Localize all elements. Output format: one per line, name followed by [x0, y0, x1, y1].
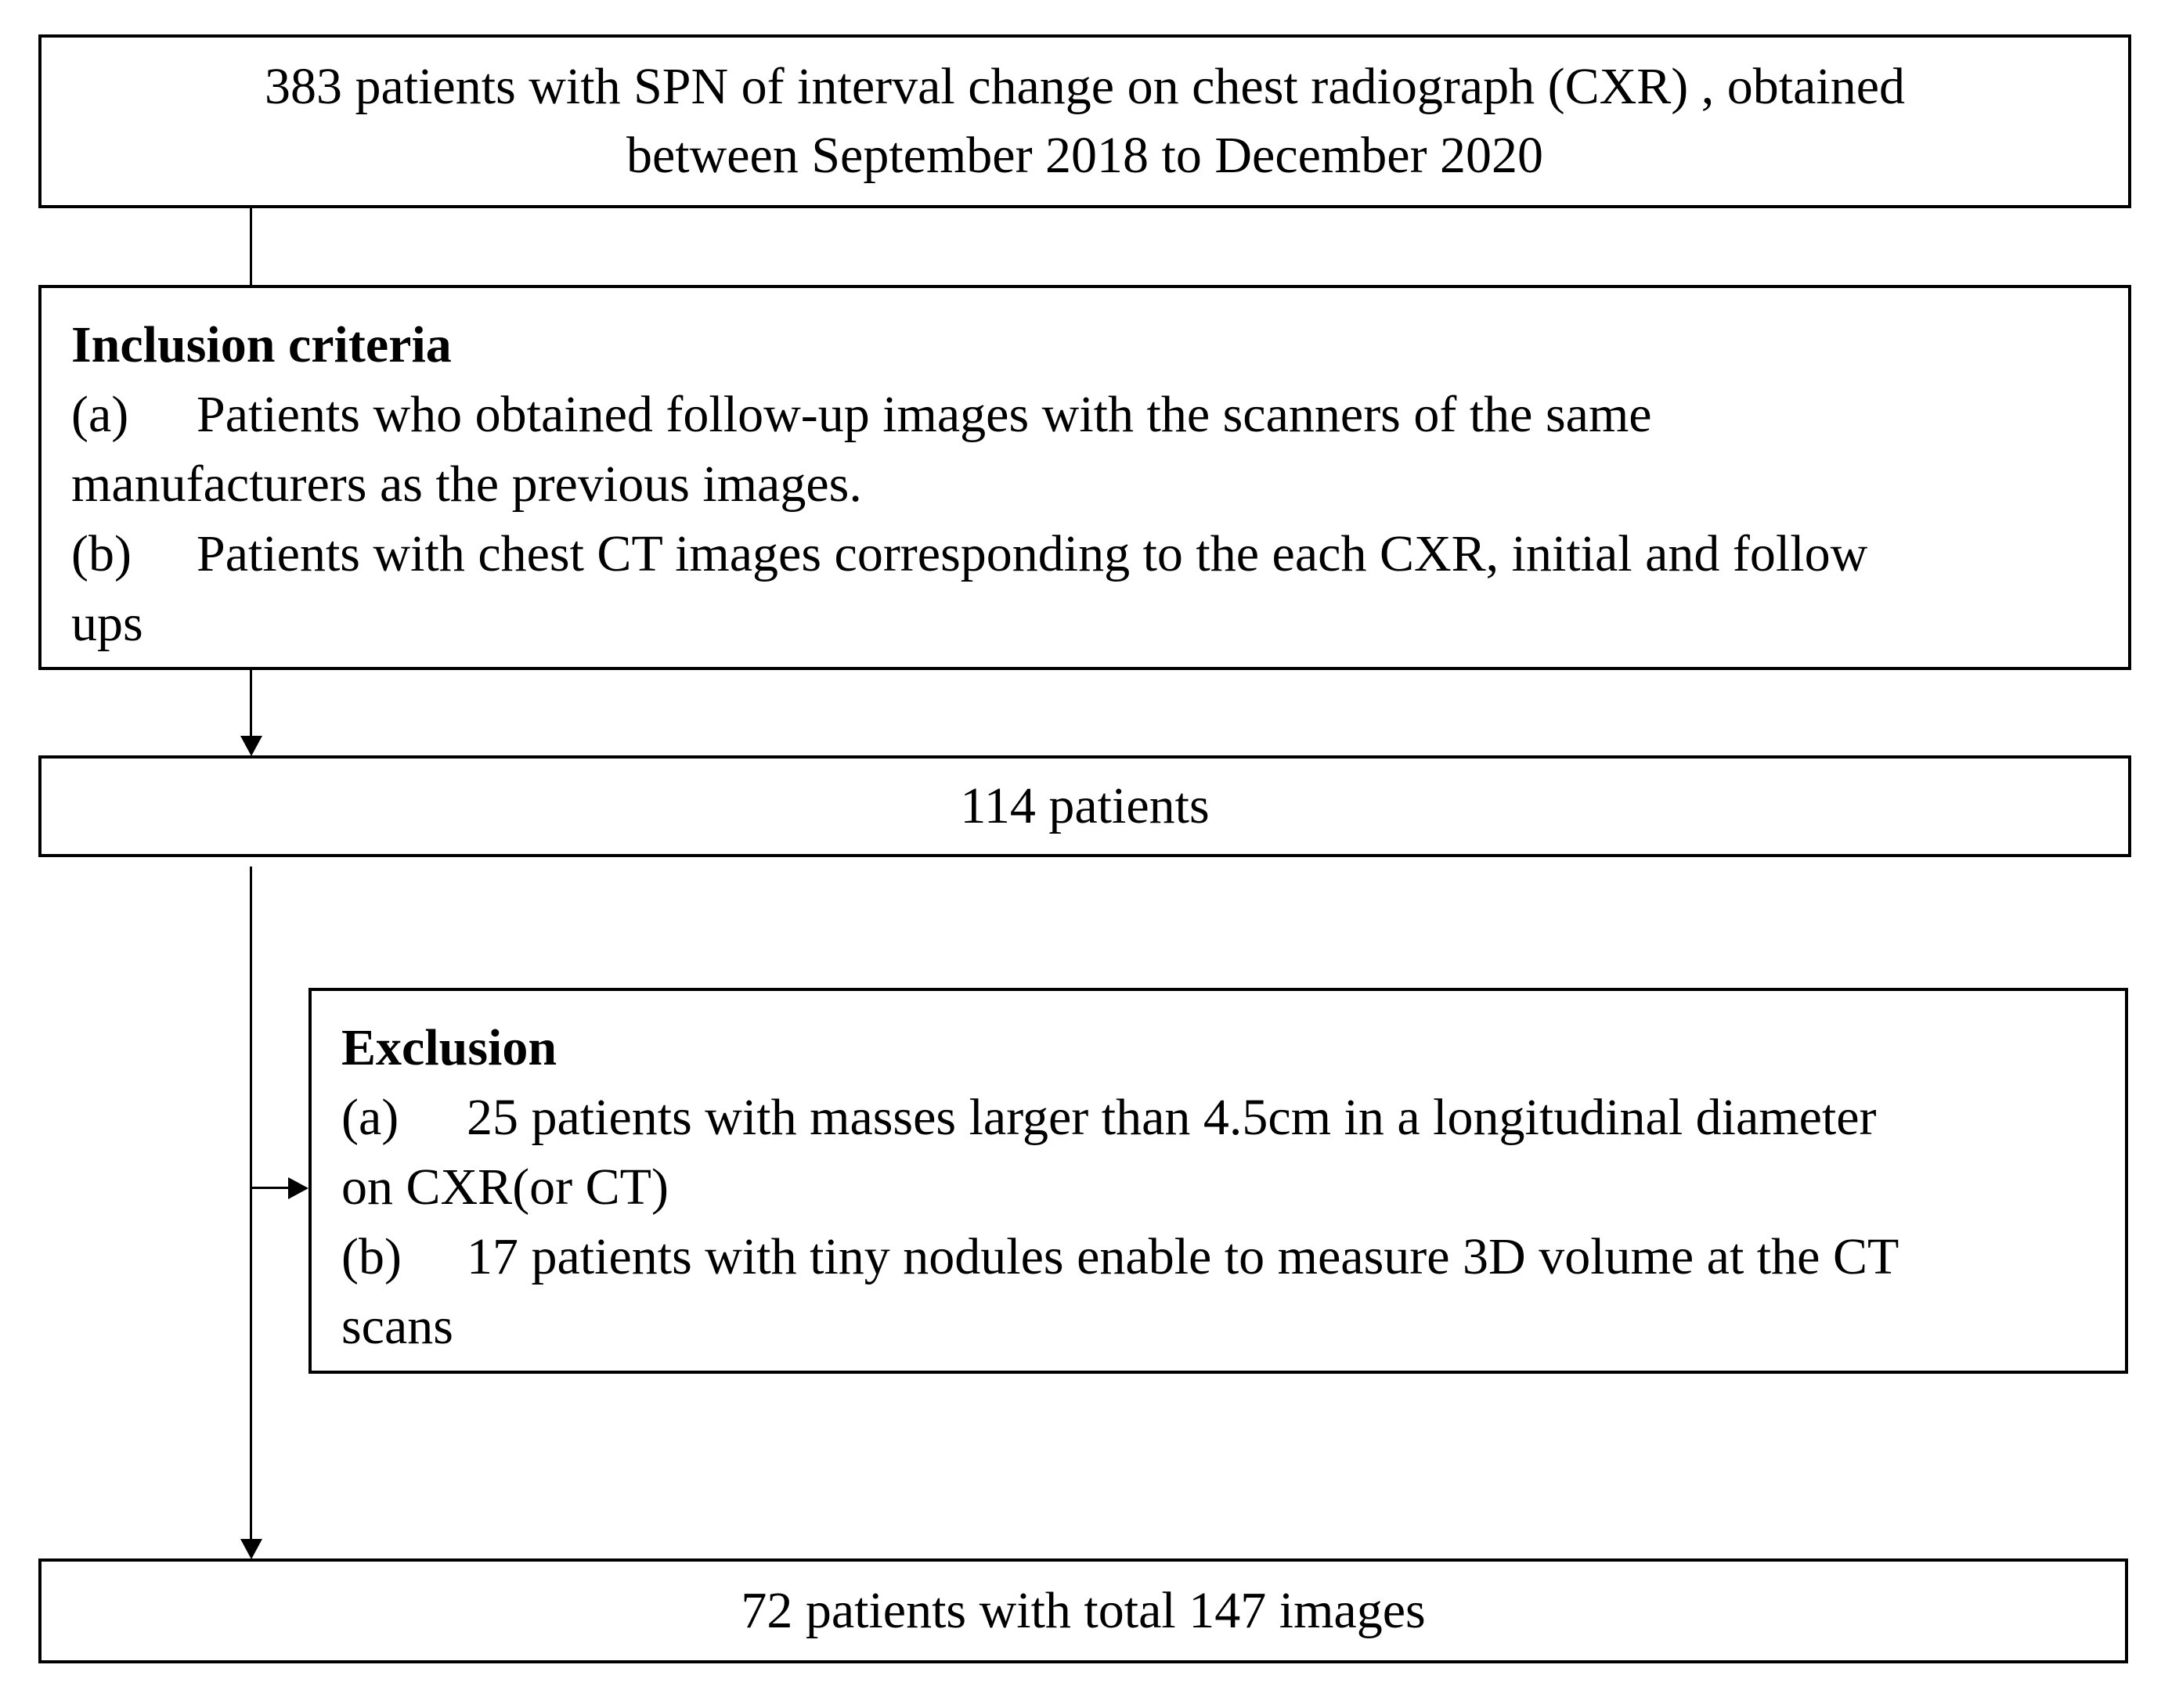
inclusion-criteria-box	[38, 285, 2131, 670]
eligible-cohort-box	[38, 755, 2131, 857]
inclusion-item-a-text: Patients who obtained follow-up images with the scanners of the same	[197, 386, 1652, 443]
connector-line-3	[250, 867, 252, 1541]
arrow-down-icon	[240, 1539, 262, 1559]
final-cohort-text: 72 patients with total 147 images	[741, 1582, 1426, 1639]
initial-cohort-box	[38, 34, 2131, 208]
exclusion-item-a-marker: (a)	[341, 1089, 399, 1146]
inclusion-item-b-cont: ups	[71, 595, 143, 652]
inclusion-item-a-marker: (a)	[71, 386, 129, 443]
inclusion-item-b	[71, 519, 2098, 589]
initial-cohort-line2: between September 2018 to December 2020	[626, 127, 1544, 184]
exclusion-title: Exclusion	[341, 1019, 557, 1076]
initial-cohort-line1: 383 patients with SPN of interval change on chest radiograph (CXR) , obtained	[264, 58, 1906, 115]
inclusion-item-b-marker: (b)	[71, 525, 132, 582]
exclusion-item-b-cont: scans	[341, 1298, 453, 1355]
connector-line-2	[250, 670, 252, 737]
exclusion-item-a-text: 25 patients with masses larger than 4.5cm in a longitudinal diameter	[467, 1089, 1877, 1146]
exclusion-item-a	[341, 1083, 2095, 1152]
inclusion-title: Inclusion criteria	[71, 316, 452, 373]
exclusion-item-b-text: 17 patients with tiny nodules enable to measure 3D volume at the CT	[467, 1228, 1899, 1285]
arrow-down-icon	[240, 736, 262, 756]
exclusion-box	[308, 988, 2128, 1374]
inclusion-item-b-text: Patients with chest CT images corresponding to the each CXR, initial and follow	[197, 525, 1868, 582]
exclusion-item-b-marker: (b)	[341, 1228, 402, 1285]
eligible-cohort-text: 114 patients	[960, 777, 1210, 834]
exclusion-branch-line	[251, 1187, 290, 1189]
exclusion-item-b	[341, 1222, 2095, 1292]
inclusion-item-a	[71, 380, 2098, 449]
connector-line-1	[250, 208, 252, 285]
exclusion-item-a-cont: on CXR(or CT)	[341, 1158, 669, 1216]
arrow-right-icon	[288, 1177, 308, 1199]
inclusion-item-a-cont: manufacturers as the previous images.	[71, 456, 862, 513]
final-cohort-box	[38, 1558, 2128, 1663]
